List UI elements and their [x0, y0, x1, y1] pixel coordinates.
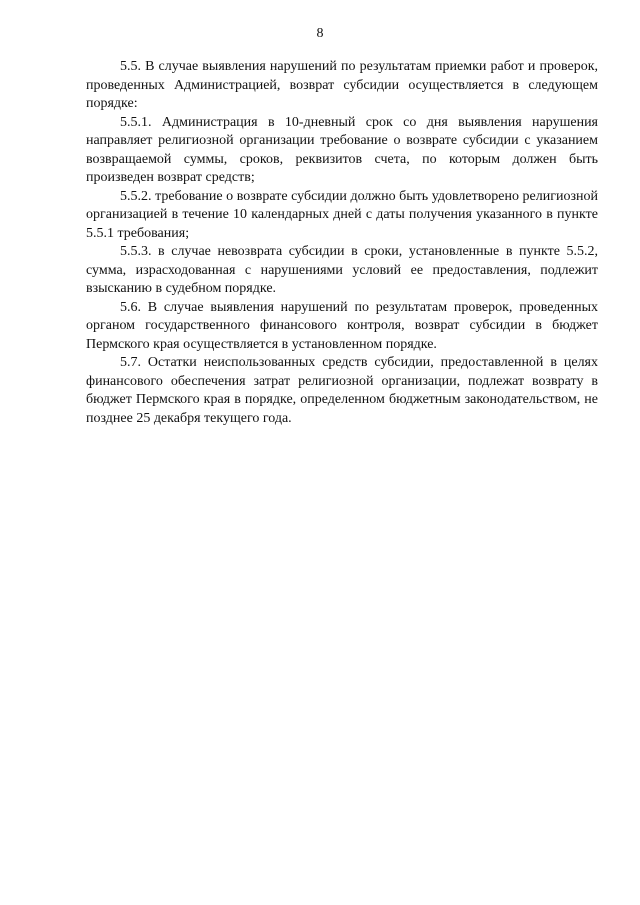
- paragraph-5-6: 5.6. В случае выявления нарушений по результатам проверок, проведенных органом государственного финансового контроля, возврат субсидии в бюджет Пермского края осуществляется в установленном порядке.: [86, 299, 598, 352]
- paragraph-5-5: 5.5. В случае выявления нарушений по результатам приемки работ и проверок, проведенных Администрацией, возврат субсидии осуществляется в следующем порядке:: [86, 59, 598, 111]
- paragraph-5-5-1: 5.5.1. Администрация в 10-дневный срок со дня выявления нарушения направляет религиозной организации требование о возврате субсидии с указанием возвращаемой суммы, сроков, реквизитов счета, по которым должен быть произведен возврат средств;: [86, 114, 598, 185]
- document-body: [86, 58, 598, 428]
- paragraph-5-5-2: 5.5.2. требование о возврате субсидии должно быть удовлетворено религиозной организацией в течение 10 календарных дней с даты получения указанного в пункте 5.5.1 требования;: [86, 188, 598, 241]
- page-number: 8: [316, 26, 324, 41]
- paragraph-5-7: 5.7. Остатки неиспользованных средств субсидии, предоставленной в целях финансового обеспечения затрат религиозной организации, подлежат возврату в бюджет Пермского края в порядке, определенном бюджетным законодательством, не позднее 25 декабря текущего года.: [86, 355, 598, 426]
- paragraph-5-5-3: 5.5.3. в случае невозврата субсидии в сроки, установленные в пункте 5.5.2, сумма, израсходованная с нарушениями условий ее предоставления, подлежит взысканию в судебном порядке.: [86, 244, 598, 296]
